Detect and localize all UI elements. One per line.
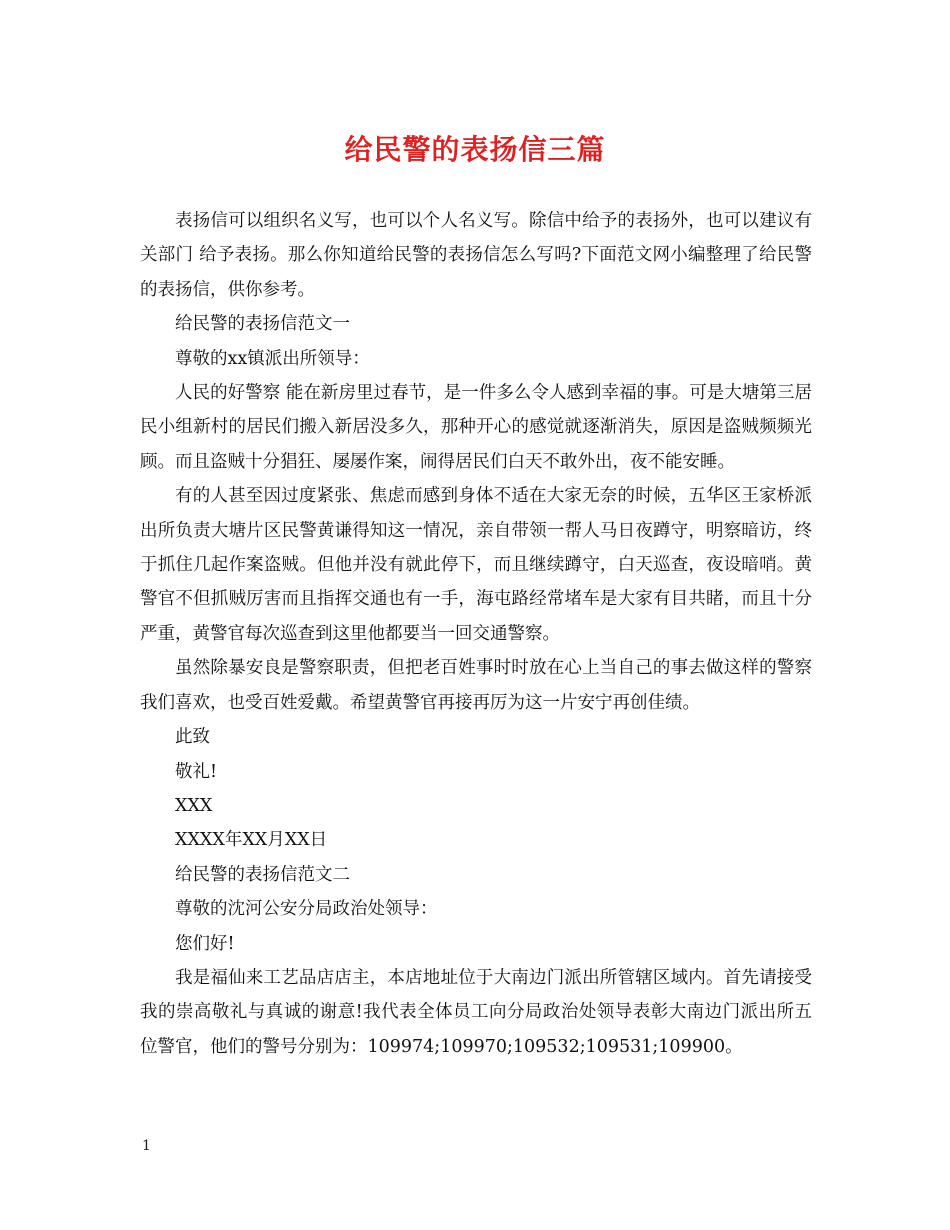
paragraph: 虽然除暴安良是警察职责，但把老百姓事时时放在心上当自己的事去做这样的警察我们喜欢，也受百姓爱戴。希望黄警官再接再厉为这一片安宁再创佳绩。 [140,658,812,713]
section-heading-sample-one: 给民警的表扬信范文一 [175,314,350,335]
salutation-two: 尊敬的沈河公安分局政治处领导： [175,899,438,920]
document-title: 给民警的表扬信三篇 [344,133,606,166]
paragraph: 有的人甚至因过度紧张、焦虑而感到身体不适在大家无奈的时候，五华区王家桥派出所负责大塘片区民警黄谦得知这一情况，亲自带领一帮人马日夜蹲守，明察暗访，终于抓住几起作案盗贼。但他并没有就此停下，而且继续蹲守，白天巡查，夜设暗哨。黄警官不但抓贼厉害而且指挥交通也有一手，海屯路经常堵车是大家有目共睹，而且十分严重，黄警官每次巡查到这里他都要当一回交通警察。 [140,486,812,644]
date-line: XXXX年XX月XX日 [175,830,328,851]
greeting-line: 您们好! [175,933,235,954]
paragraph: 我是福仙来工艺品店店主，本店地址位于大南边门派出所管辖区域内。首先请接受我的崇高敬礼与真诚的谢意!我代表全体员工向分局政治处领导表彰大南边门派出所五位警官，他们的警号分别为：109974;109970;109532;109531;109900。 [140,967,812,1057]
paragraph-intro: 表扬信可以组织名义写，也可以个人名义写。除信中给予的表扬外，也可以建议有关部门 给予表扬。那么你知道给民警的表扬信怎么写吗?下面范文网小编整理了给民警的表扬信，供你参考。 [140,211,812,300]
section-heading-sample-two: 给民警的表扬信范文二 [175,864,350,885]
salutation-one: 尊敬的xx镇派出所领导： [175,348,370,369]
closing-line: 此致 [175,727,210,748]
signature: XXX [175,795,213,816]
document-body [140,204,812,1064]
page-number: 1 [142,1138,151,1154]
paragraph: 人民的好警察 能在新房里过春节，是一件多么令人感到幸福的事。可是大塘第三居民小组新村的居民们搬入新居没多久，那种开心的感觉就逐渐消失，原因是盗贼频频光顾。而且盗贼十分猖狂、屡屡作案，闹得居民们白天不敢外出，夜不能安睡。 [140,383,812,472]
closing-greeting: 敬礼! [175,761,218,782]
